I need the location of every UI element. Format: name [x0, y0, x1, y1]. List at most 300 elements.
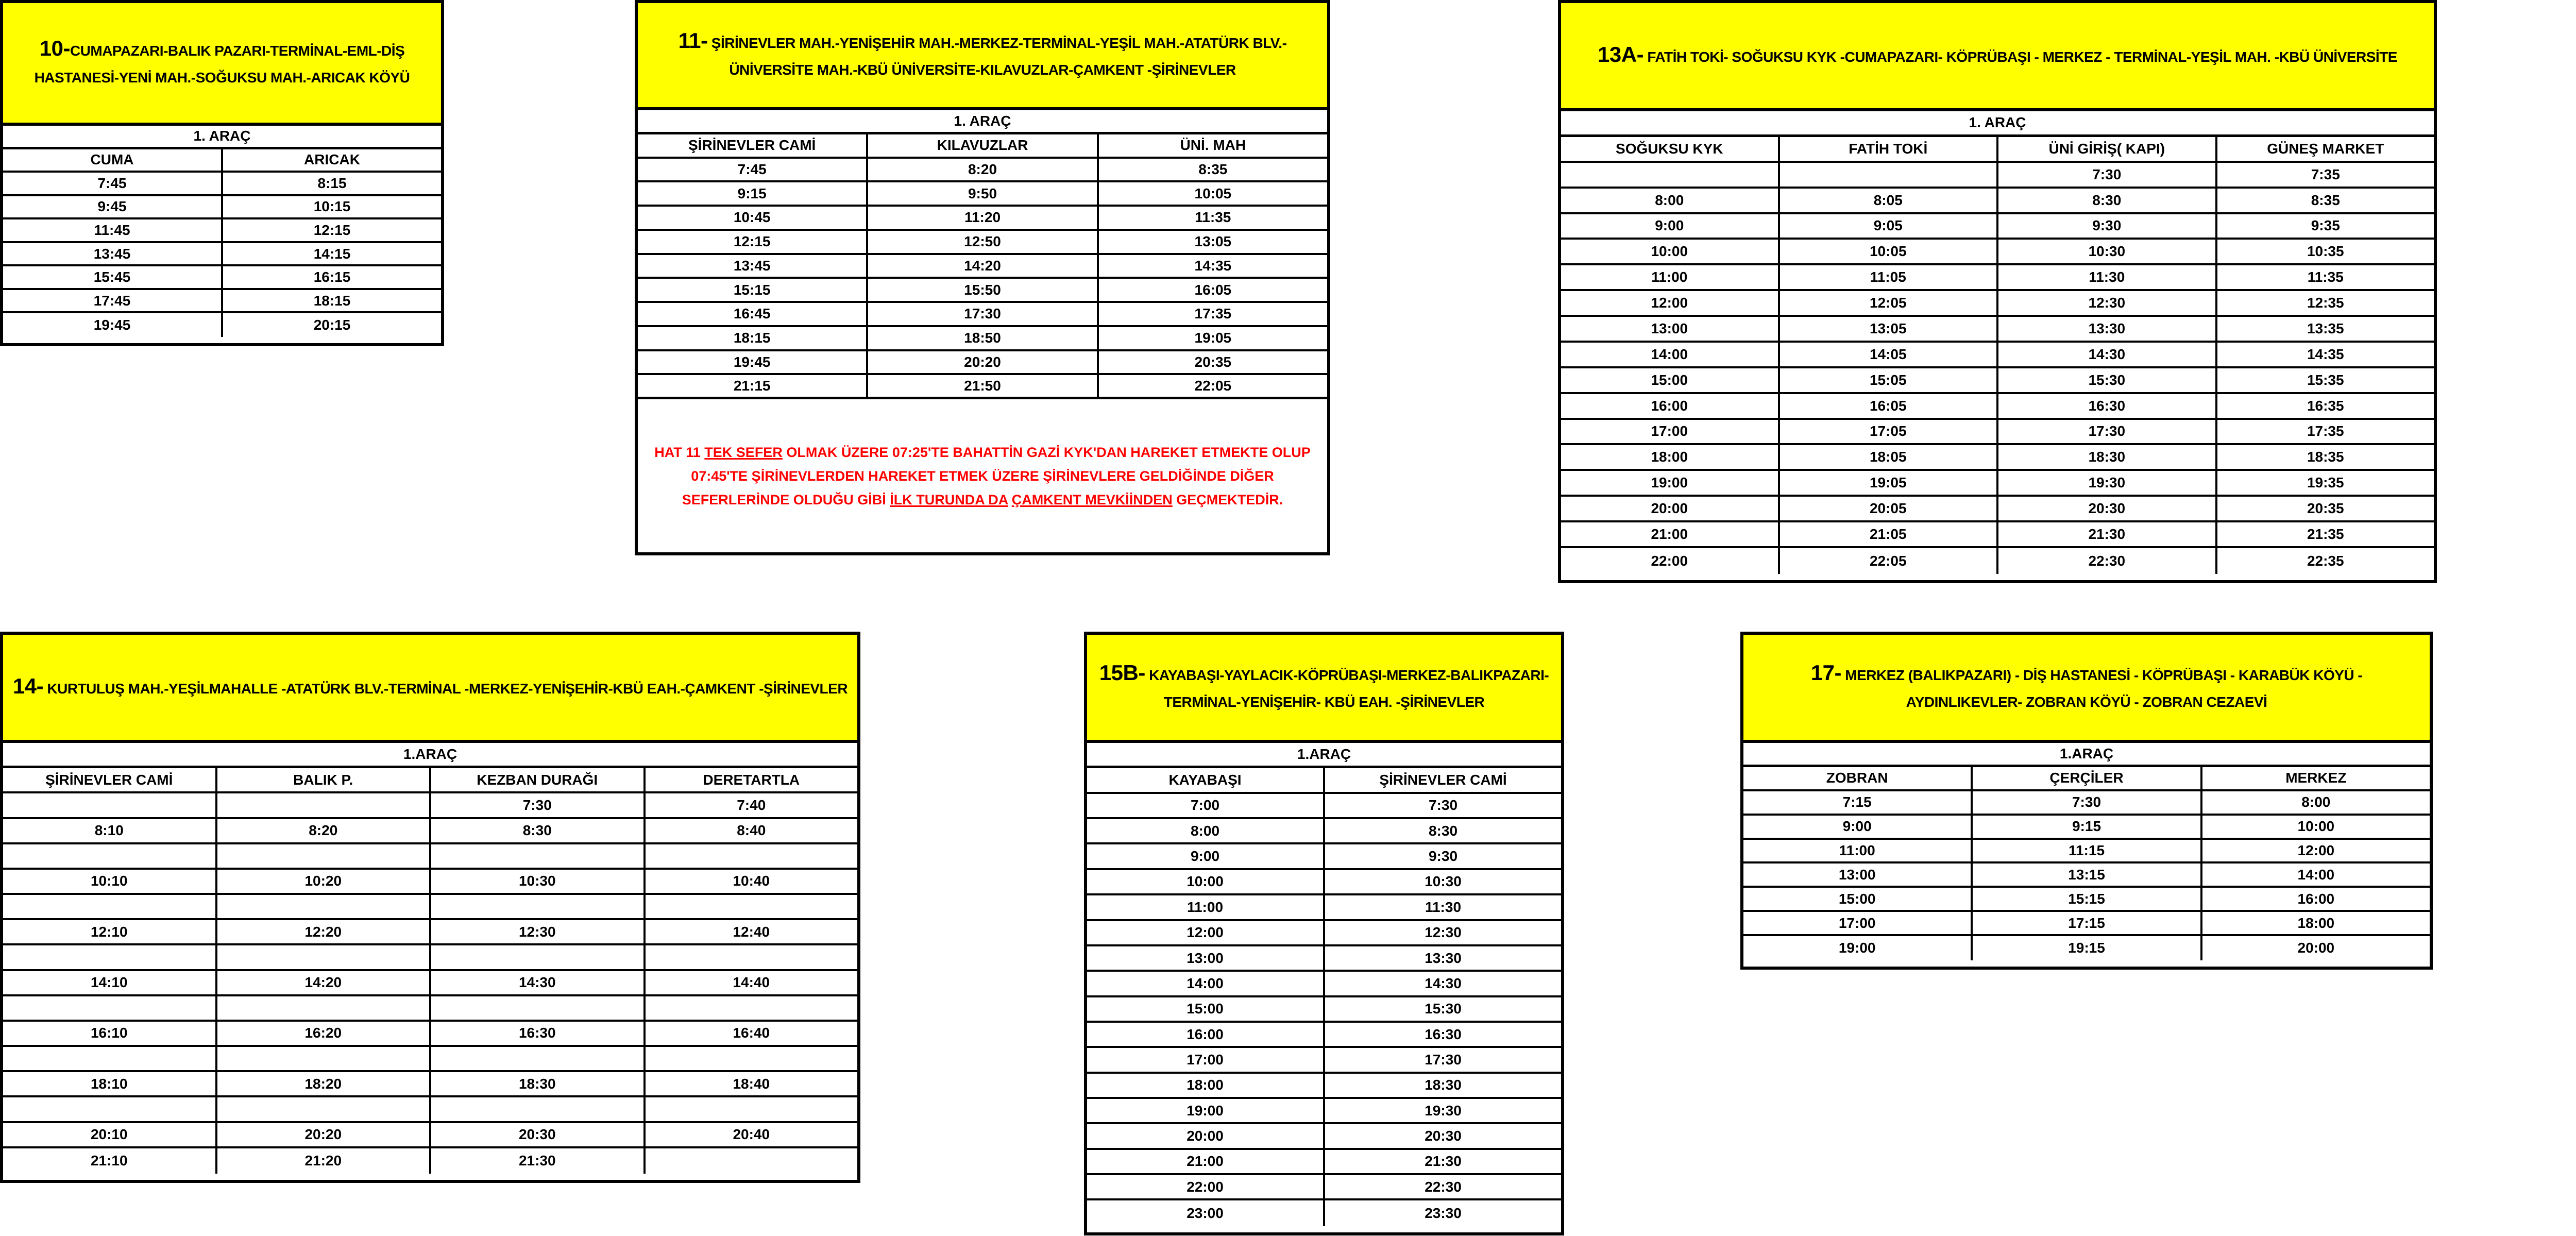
departure-time: 19:00 [1561, 471, 1780, 495]
departure-time: 8:20 [217, 819, 432, 842]
table-row [1087, 997, 1561, 1023]
departure-time: 10:30 [1425, 873, 1462, 890]
route-description: FATİH TOKİ- SOĞUKSU KYK -CUMAPAZARI- KÖPRÜBAŞI - MERKEZ - TERMİNAL-YEŞİL MAH. -KBÜ ÜNİVERSİTE [1643, 48, 2397, 65]
departure-time [3, 895, 217, 918]
departure-time: 11:35 [2307, 269, 2344, 285]
schedule-grid [638, 134, 1327, 399]
departure-time: 9:35 [2311, 217, 2340, 234]
departure-time: 20:30 [1998, 497, 2217, 520]
departure-time [1780, 163, 1999, 187]
vehicle-label: 1. ARAÇ [1561, 111, 2434, 137]
note-text: HAT 11 [654, 444, 705, 460]
table-row [3, 1022, 857, 1047]
table-row [1561, 471, 2434, 497]
note-emphasis: TEK SEFER [704, 444, 783, 460]
departure-time: 19:45 [3, 313, 223, 337]
table-row [638, 231, 1327, 255]
table-row [638, 279, 1327, 303]
departure-time: 16:00 [1087, 1023, 1325, 1046]
table-row [1561, 163, 2434, 189]
departure-time: 21:50 [868, 375, 1098, 397]
departure-time: 12:00 [1561, 291, 1780, 315]
departure-time: 23:30 [1425, 1205, 1462, 1222]
table-row [1561, 214, 2434, 240]
table-row [1561, 343, 2434, 368]
departure-time: 15:05 [1780, 368, 1999, 392]
departure-time: 20:05 [1780, 497, 1999, 520]
departure-time [646, 1047, 858, 1070]
departure-time [431, 1047, 646, 1070]
table-row [1087, 1048, 1561, 1073]
table-row [1561, 265, 2434, 291]
route-header [3, 635, 857, 743]
departure-time: 18:00 [2297, 915, 2335, 931]
departure-time: 12:50 [868, 231, 1098, 253]
column-header: ŞİRİNEVLER CAMİ [1379, 772, 1507, 788]
departure-time: 7:00 [1087, 794, 1325, 817]
table-row [1087, 1175, 1561, 1200]
table-row [3, 945, 857, 971]
departure-time [217, 793, 432, 817]
departure-time: 22:30 [1425, 1178, 1462, 1195]
departure-time: 10:00 [1087, 870, 1325, 893]
table-row [638, 182, 1327, 207]
column-header: KEZBAN DURAĞI [431, 768, 646, 791]
departure-time: 21:35 [2307, 526, 2344, 542]
column-header-row [1087, 768, 1561, 793]
route-header [1743, 635, 2430, 743]
route-header [3, 3, 441, 126]
departure-time: 7:45 [3, 173, 223, 194]
departure-time: 21:05 [1780, 522, 1999, 546]
column-header: KILAVUZLAR [868, 134, 1098, 157]
departure-time: 16:00 [1561, 394, 1780, 418]
table-row [638, 207, 1327, 231]
departure-time: 18:05 [1780, 445, 1999, 469]
departure-time: 20:00 [1561, 497, 1780, 520]
departure-time: 9:00 [1743, 816, 1973, 838]
departure-time: 17:30 [1998, 420, 2217, 444]
departure-time: 7:35 [2311, 166, 2340, 182]
departure-time: 20:40 [733, 1126, 770, 1143]
departure-time: 10:05 [1194, 185, 1232, 201]
departure-time: 14:40 [733, 974, 770, 991]
schedule-grid [1087, 768, 1561, 1226]
departure-time: 10:00 [2297, 818, 2335, 835]
timetable-line-14 [0, 632, 860, 1183]
note-emphasis: İLK TURUNDA DA [890, 492, 1008, 507]
departure-time: 15:00 [1087, 997, 1325, 1021]
departure-time: 16:15 [313, 269, 351, 285]
departure-time: 9:15 [1973, 816, 2202, 838]
departure-time: 14:35 [2307, 346, 2344, 362]
table-row [3, 1072, 857, 1097]
departure-time: 14:00 [2297, 866, 2335, 883]
departure-time: 14:10 [3, 971, 217, 994]
departure-time: 11:30 [1998, 265, 2217, 289]
table-row [3, 219, 441, 243]
departure-time: 11:00 [1743, 840, 1973, 862]
departure-time: 19:45 [638, 351, 868, 374]
departure-time: 8:00 [2301, 794, 2331, 810]
table-row [1087, 946, 1561, 972]
departure-time [646, 996, 858, 1020]
table-row [3, 266, 441, 290]
departure-time: 16:45 [638, 303, 868, 325]
table-row [3, 870, 857, 895]
departure-time [431, 844, 646, 868]
departure-time [3, 1097, 217, 1121]
table-row [1561, 497, 2434, 522]
table-row [1087, 870, 1561, 895]
column-header: ŞİRİNEVLER CAMİ [3, 768, 217, 791]
departure-time: 9:05 [1780, 214, 1999, 238]
departure-time: 18:00 [1561, 445, 1780, 469]
departure-time: 20:20 [868, 351, 1098, 374]
table-row [638, 255, 1327, 279]
table-row [3, 173, 441, 196]
departure-time: 14:15 [313, 245, 351, 262]
departure-time: 17:00 [1743, 912, 1973, 934]
table-row [1743, 863, 2430, 888]
line-number: 17- [1810, 660, 1841, 685]
table-row [1087, 1074, 1561, 1099]
column-header: KAYABAŞI [1087, 768, 1325, 791]
column-header: MERKEZ [2285, 770, 2347, 786]
table-row [1561, 522, 2434, 548]
table-row [1087, 1099, 1561, 1124]
line-number: 11- [678, 28, 708, 53]
column-header-row [3, 768, 857, 793]
departure-time: 11:15 [1973, 840, 2202, 862]
departure-time: 13:05 [1194, 233, 1232, 250]
departure-time: 20:00 [1087, 1124, 1325, 1147]
departure-time: 16:35 [2307, 397, 2344, 414]
table-row [1561, 317, 2434, 343]
table-row [3, 196, 441, 220]
column-header: CUMA [3, 149, 223, 171]
departure-time [646, 895, 858, 918]
departure-time: 11:00 [1561, 265, 1780, 289]
column-header: ŞİRİNEVLER CAMİ [638, 134, 868, 157]
departure-time: 18:35 [2307, 449, 2344, 465]
departure-time: 7:30 [1973, 791, 2202, 814]
departure-time: 22:00 [1561, 548, 1780, 574]
departure-time [646, 1097, 858, 1121]
table-row [638, 375, 1327, 399]
departure-time: 8:20 [868, 159, 1098, 181]
route-header [1561, 3, 2434, 111]
departure-time [431, 996, 646, 1020]
departure-time: 11:05 [1780, 265, 1999, 289]
column-header-row [638, 134, 1327, 159]
departure-time: 12:30 [431, 920, 646, 943]
table-row [3, 920, 857, 945]
departure-time: 16:30 [1425, 1026, 1462, 1042]
table-row [1087, 1150, 1561, 1175]
departure-time: 14:20 [217, 971, 432, 994]
departure-time: 10:35 [2307, 243, 2344, 260]
timetable-line-10 [0, 0, 444, 346]
timetable-line-15b [1084, 632, 1564, 1235]
table-row [3, 1148, 857, 1174]
timetable-line-13a [1558, 0, 2437, 583]
route-description: CUMAPAZARI-BALIK PAZARI-TERMİNAL-EML-DİŞ HASTANESİ-YENİ MAH.-SOĞUKSU MAH.-ARICAK KÖYÜ [34, 42, 410, 86]
departure-time: 17:00 [1561, 420, 1780, 444]
departure-time: 12:00 [2297, 842, 2335, 858]
departure-time: 17:45 [3, 290, 223, 312]
route-description: KAYABAŞI-YAYLACIK-KÖPRÜBAŞI-MERKEZ-BALIKPAZARI-TERMİNAL-YENİŞEHİR- KBÜ EAH. -ŞİRİNEVLER [1145, 667, 1549, 710]
departure-time: 11:00 [1087, 895, 1325, 919]
departure-time: 19:00 [1743, 936, 1973, 960]
route-header [638, 3, 1327, 110]
table-row [1561, 420, 2434, 446]
table-row [638, 159, 1327, 183]
departure-time [431, 895, 646, 918]
table-row [1743, 791, 2430, 816]
departure-time: 14:30 [1998, 343, 2217, 366]
departure-time [431, 945, 646, 969]
departure-time [217, 895, 432, 918]
table-row [1561, 548, 2434, 574]
departure-time: 7:40 [737, 797, 766, 813]
departure-time: 17:35 [1194, 306, 1232, 322]
departure-time: 7:30 [1428, 797, 1458, 814]
column-header-row [1561, 137, 2434, 163]
departure-time: 9:30 [1428, 848, 1458, 865]
table-row [638, 303, 1327, 327]
departure-time: 22:30 [1998, 548, 2217, 574]
departure-time: 9:00 [1561, 214, 1780, 238]
departure-time: 8:15 [317, 175, 347, 191]
departure-time: 12:30 [1998, 291, 2217, 315]
departure-time: 12:35 [2307, 295, 2344, 311]
departure-time: 20:00 [2297, 940, 2335, 956]
departure-time: 8:00 [1087, 819, 1325, 842]
departure-time: 23:00 [1087, 1200, 1325, 1226]
table-row [638, 351, 1327, 376]
departure-time: 18:30 [1998, 445, 2217, 469]
column-header: DERETARTLA [703, 771, 800, 788]
departure-time: 11:20 [868, 207, 1098, 229]
departure-time: 12:15 [638, 231, 868, 253]
departure-time: 15:45 [3, 266, 223, 288]
table-row [1743, 912, 2430, 936]
departure-time [3, 996, 217, 1020]
departure-time [431, 1097, 646, 1121]
vehicle-label: 1.ARAÇ [3, 743, 857, 768]
column-header-row [1743, 767, 2430, 791]
schedule-grid [1743, 767, 2430, 960]
departure-time: 20:35 [2307, 500, 2344, 517]
departure-time: 20:20 [217, 1123, 432, 1146]
vehicle-label: 1.ARAÇ [1087, 743, 1561, 768]
departure-time: 13:00 [1743, 863, 1973, 886]
column-header: FATİH TOKİ [1780, 137, 1999, 161]
schedule-grid [1561, 137, 2434, 574]
departure-time: 15:00 [1561, 368, 1780, 392]
departure-time: 17:30 [868, 303, 1098, 325]
table-row [1561, 189, 2434, 214]
departure-time [3, 945, 217, 969]
departure-time: 19:15 [1973, 936, 2202, 960]
table-row [3, 793, 857, 819]
departure-time: 18:00 [1087, 1074, 1325, 1097]
departure-time: 15:30 [1425, 1001, 1462, 1017]
departure-time: 21:10 [3, 1148, 217, 1174]
departure-time: 15:30 [1998, 368, 2217, 392]
departure-time: 16:00 [2297, 890, 2335, 907]
column-header: ÇERÇİLER [1973, 767, 2202, 789]
departure-time: 18:40 [733, 1075, 770, 1092]
table-row [1561, 291, 2434, 317]
departure-time: 13:35 [2307, 320, 2344, 336]
departure-time: 21:00 [1561, 522, 1780, 546]
note-text [1008, 492, 1012, 507]
note-text: OLMAK ÜZERE 07:25'TE BAHATTİN GAZİ KYK'DAN HAREKET ETMEKTE OLUP 07:45'TE ŞİRİNEVLERDEN HAREKET ETMEK ÜZERE ŞİRİNEVLERE GELDİĞİNDE DİĞER SEFERLERİNDE OLDUĞU GİBİ [682, 444, 1311, 507]
table-row [1561, 394, 2434, 420]
departure-time [217, 1047, 432, 1070]
table-row [1087, 921, 1561, 946]
table-row [1743, 888, 2430, 912]
departure-time: 10:10 [3, 870, 217, 893]
departure-time: 16:30 [431, 1022, 646, 1045]
departure-time: 9:30 [1998, 214, 2217, 238]
departure-time: 18:50 [868, 327, 1098, 349]
service-note [638, 399, 1327, 552]
departure-time [217, 844, 432, 868]
departure-time [3, 793, 217, 817]
departure-time: 13:00 [1561, 317, 1780, 341]
departure-time: 13:30 [1425, 950, 1462, 966]
departure-time: 16:05 [1780, 394, 1999, 418]
departure-time: 21:20 [217, 1148, 432, 1174]
departure-time: 14:30 [431, 971, 646, 994]
departure-time: 7:30 [1998, 163, 2217, 187]
departure-time: 18:30 [431, 1072, 646, 1095]
route-description: MERKEZ (BALIKPAZARI) - DİŞ HASTANESİ - KÖPRÜBAŞI - KARABÜK KÖYÜ - AYDINLIKEVLER- ZOBRAN KÖYÜ - ZOBRAN CEZAEVİ [1841, 667, 2363, 710]
departure-time [217, 1097, 432, 1121]
table-row [3, 290, 441, 314]
departure-time: 8:35 [1198, 161, 1228, 177]
departure-time: 22:00 [1087, 1175, 1325, 1198]
departure-time: 14:30 [1425, 975, 1462, 991]
departure-time: 20:15 [313, 317, 351, 333]
table-row [1087, 1023, 1561, 1048]
route-description: ŞİRİNEVLER MAH.-YENİŞEHİR MAH.-MERKEZ-TERMİNAL-YEŞİL MAH.-ATATÜRK BLV.-ÜNİVERSİTE MAH.-KBÜ ÜNİVERSİTE-KILAVUZLAR-ÇAMKENT -ŞİRİNEVLER [707, 35, 1287, 78]
table-row [3, 819, 857, 844]
departure-time: 13:30 [1998, 317, 2217, 341]
departure-time: 12:30 [1425, 924, 1462, 941]
departure-time: 8:10 [3, 819, 217, 842]
departure-time: 11:35 [1195, 209, 1231, 226]
table-row [1561, 445, 2434, 471]
column-header: BALIK P. [217, 768, 432, 791]
table-row [1561, 368, 2434, 394]
departure-time: 10:20 [217, 870, 432, 893]
table-row [3, 243, 441, 267]
schedule-grid [3, 768, 857, 1174]
departure-time: 13:45 [3, 243, 223, 265]
departure-time [1561, 163, 1780, 187]
departure-time: 10:05 [1780, 240, 1999, 263]
departure-time [3, 844, 217, 868]
table-row [3, 1097, 857, 1123]
departure-time: 10:40 [733, 873, 770, 889]
column-header: ARICAK [304, 151, 360, 168]
departure-time: 20:30 [1425, 1128, 1462, 1144]
departure-time: 16:40 [733, 1025, 770, 1041]
column-header: SOĞUKSU KYK [1561, 137, 1780, 161]
table-row [1087, 895, 1561, 921]
departure-time: 19:35 [2307, 475, 2344, 491]
column-header: GÜNEŞ MARKET [2267, 140, 2384, 157]
departure-time: 10:30 [431, 870, 646, 893]
table-row [1743, 816, 2430, 840]
column-header: ÜNİ. MAH [1180, 137, 1246, 154]
departure-time: 21:30 [1998, 522, 2217, 546]
table-row [3, 895, 857, 920]
departure-time: 8:30 [431, 819, 646, 842]
departure-time: 20:10 [3, 1123, 217, 1146]
table-row [1087, 794, 1561, 819]
departure-time: 8:35 [2311, 192, 2340, 208]
departure-time [217, 996, 432, 1020]
departure-time: 21:15 [638, 375, 868, 397]
departure-time: 16:30 [1998, 394, 2217, 418]
departure-time: 19:05 [1194, 330, 1232, 346]
departure-time: 14:00 [1561, 343, 1780, 366]
departure-time: 14:00 [1087, 972, 1325, 995]
departure-time: 16:10 [3, 1022, 217, 1045]
departure-time: 16:20 [217, 1022, 432, 1045]
departure-time: 10:15 [313, 198, 351, 215]
table-row [1743, 936, 2430, 960]
table-row [1087, 1200, 1561, 1226]
column-header: ZOBRAN [1743, 767, 1973, 789]
departure-time: 18:20 [217, 1072, 432, 1095]
note-emphasis: ÇAMKENT MEVKİİNDEN [1011, 492, 1173, 507]
table-row [3, 1123, 857, 1148]
table-row [3, 971, 857, 996]
departure-time: 12:00 [1087, 921, 1325, 944]
departure-time: 15:00 [1743, 888, 1973, 910]
departure-time: 9:15 [638, 182, 868, 205]
departure-time: 19:30 [1425, 1102, 1462, 1119]
departure-time: 12:20 [217, 920, 432, 943]
departure-time: 8:00 [1561, 189, 1780, 212]
departure-time: 15:15 [1973, 888, 2202, 910]
departure-time: 14:35 [1194, 257, 1232, 274]
schedule-grid [3, 149, 441, 337]
departure-time [646, 1148, 858, 1174]
line-number: 10- [39, 36, 70, 60]
departure-time: 19:05 [1780, 471, 1999, 495]
departure-time [3, 1047, 217, 1070]
departure-time: 8:30 [1998, 189, 2217, 212]
departure-time: 9:00 [1087, 844, 1325, 868]
departure-time: 17:05 [1780, 420, 1999, 444]
departure-time: 17:15 [1973, 912, 2202, 934]
departure-time [217, 945, 432, 969]
departure-time: 7:30 [431, 793, 646, 817]
table-row [1087, 819, 1561, 844]
departure-time: 21:30 [431, 1148, 646, 1174]
table-row [3, 313, 441, 337]
departure-time: 12:40 [733, 923, 770, 940]
table-row [1743, 840, 2430, 864]
departure-time: 13:00 [1087, 946, 1325, 970]
